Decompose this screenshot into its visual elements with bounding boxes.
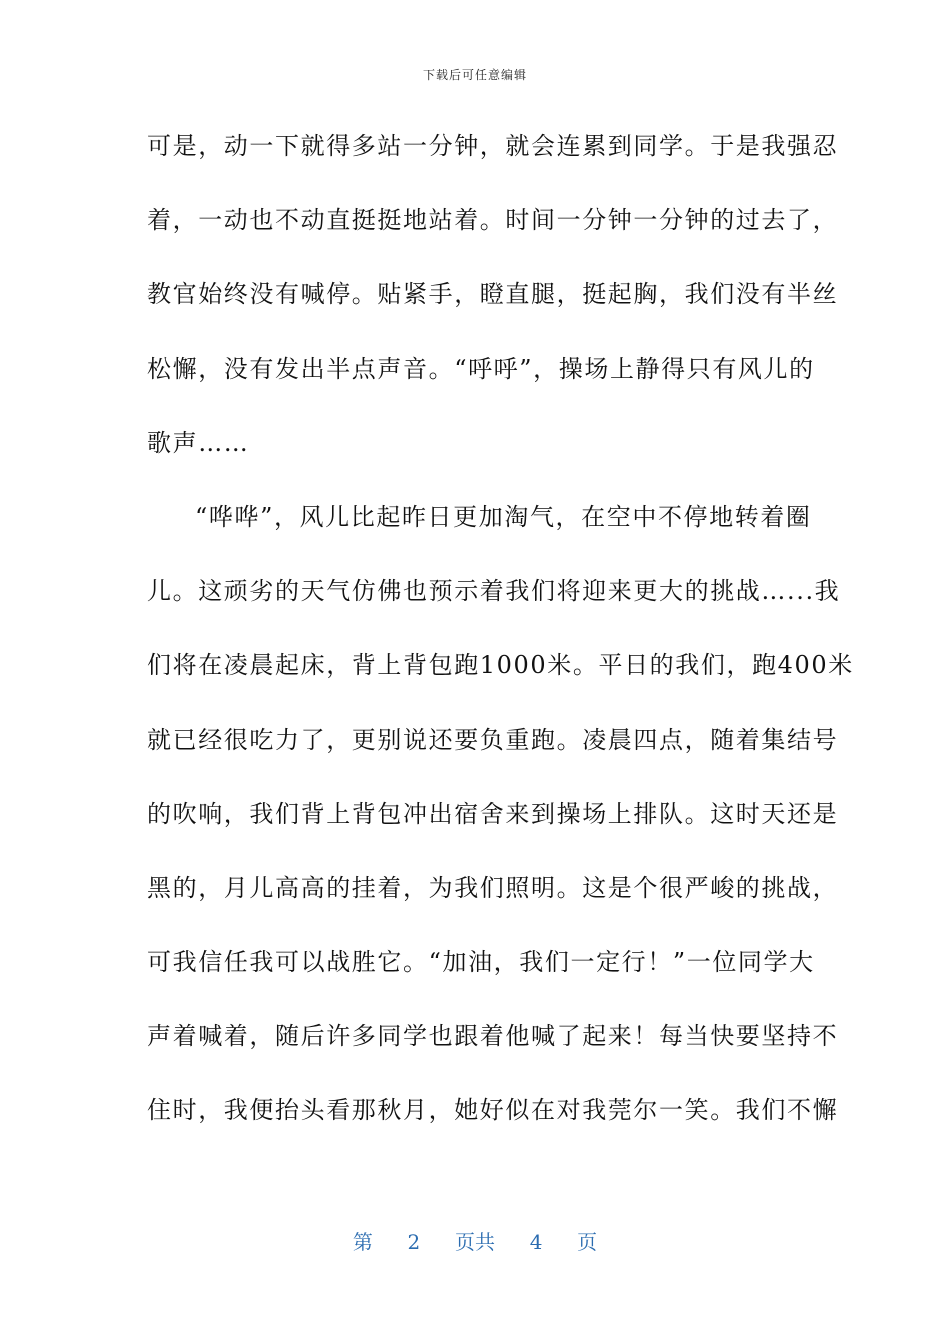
text-line: 住时，我便抬头看那秋月，她好似在对我莞尔一笑。我们不懈	[147, 1096, 839, 1125]
page-header: 下载后可任意编辑	[422, 68, 527, 82]
text-line: 可是，动一下就得多站一分钟，就会连累到同学。于是我强忍	[147, 132, 839, 160]
text-line: “哗哗”，风儿比起昨日更加淘气，在空中不停地转着圈	[195, 502, 812, 531]
text-line: 歌声……	[147, 428, 250, 457]
text-line: 可我信任我可以战胜它。“加油，我们一定行！”一位同学大	[147, 948, 815, 977]
text-line: 的吹响，我们背上背包冲出宿舍来到操场上排队。这时天还是	[147, 799, 839, 828]
footer-middle: 页共	[455, 1230, 495, 1254]
page-footer	[0, 1226, 950, 1255]
text-line: 们将在凌晨起床，背上背包跑1000米。平日的我们，跑400米	[147, 651, 854, 680]
text-line: 教官始终没有喊停。贴紧手，瞪直腿，挺起胸，我们没有半丝	[147, 280, 839, 309]
text-line: 儿。这顽劣的天气仿佛也预示着我们将迎来更大的挑战…...我	[147, 577, 841, 606]
text-line: 黑的，月儿高高的挂着，为我们照明。这是个很严峻的挑战，	[147, 873, 839, 902]
text-line: 声着喊着，随后许多同学也跟着他喊了起来！每当快要坚持不	[147, 1022, 839, 1051]
text-line: 着，一动也不动直挺挺地站着。时间一分钟一分钟的过去了，	[147, 206, 839, 235]
document-body	[147, 124, 854, 1163]
text-line: 就已经很吃力了，更别说还要负重跑。凌晨四点，随着集结号	[147, 725, 839, 754]
footer-total-pages: 4	[529, 1230, 543, 1254]
text-line: 松懈，没有发出半点声音。“呼呼”，操场上静得只有风儿的	[147, 354, 815, 383]
footer-prefix: 第	[352, 1230, 373, 1254]
footer-suffix: 页	[577, 1230, 598, 1254]
footer-page-number: 2	[407, 1230, 421, 1254]
